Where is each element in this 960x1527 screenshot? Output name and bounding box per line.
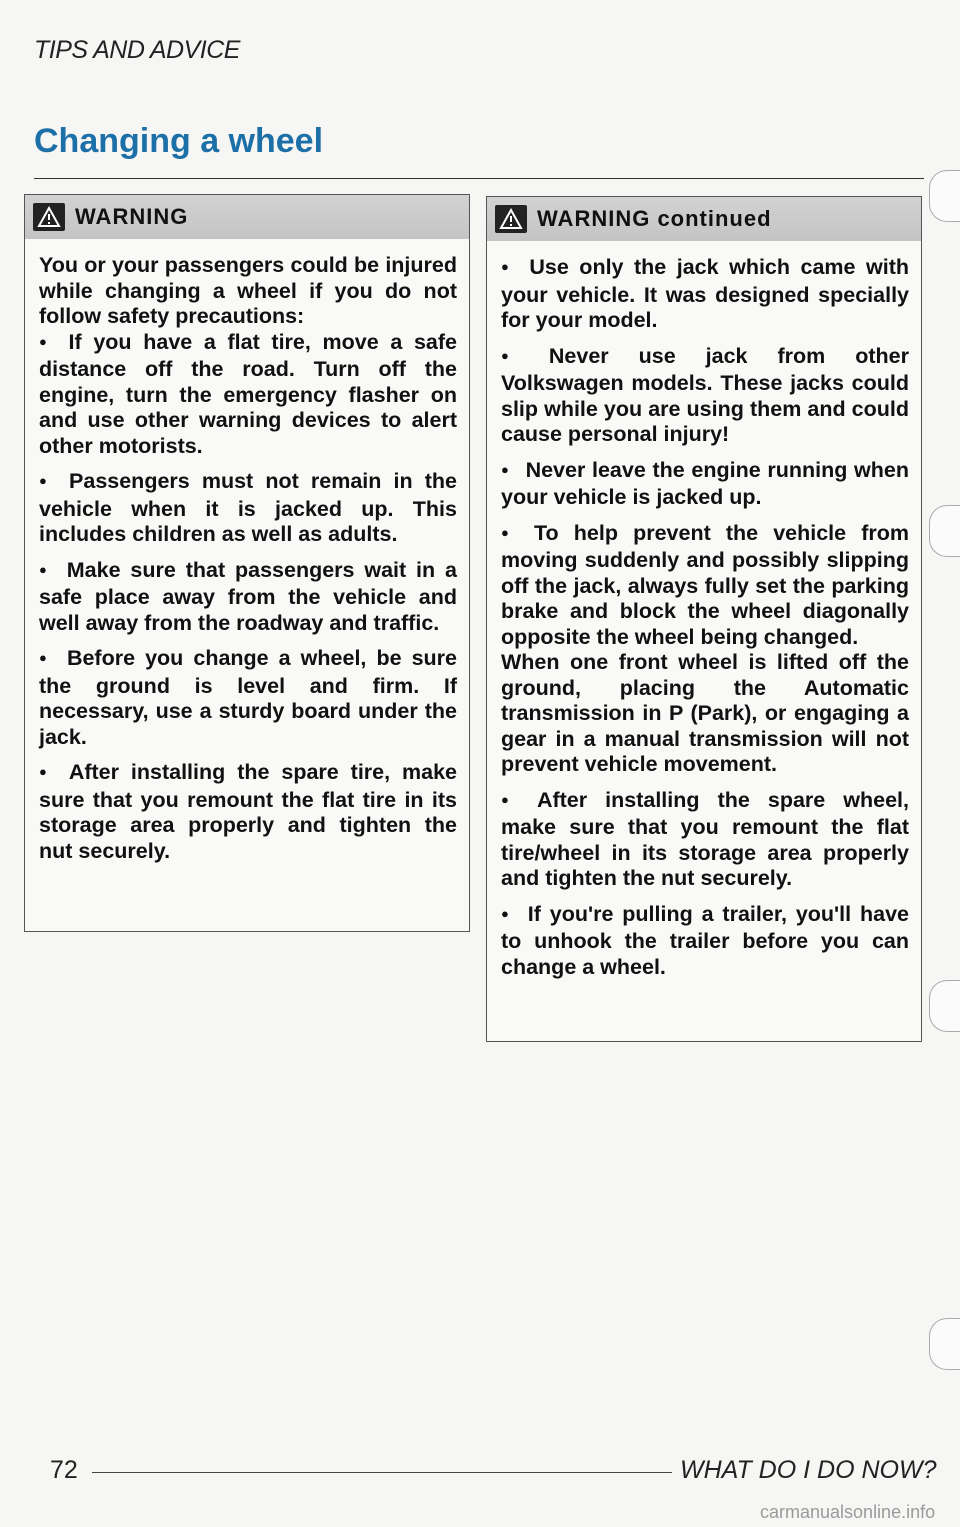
page-title: Changing a wheel <box>34 122 324 160</box>
page-edge-tab <box>929 1318 960 1370</box>
warning-intro: You or your passengers could be injured while changing a wheel if you do not follow safety precautions: <box>39 253 457 328</box>
page-edge-tab <box>929 980 960 1032</box>
warning-continued-heading: WARNING continued <box>537 206 772 231</box>
warning-continued-body <box>487 241 921 980</box>
warning-bullet: ● After installing the spare tire, make sure that you remount the flat tire in its storage area properly and tighten the nut securely. <box>39 760 457 864</box>
warning-bullet: ● Before you change a wheel, be sure the ground is level and firm. If necessary, use a sturdy board under the jack. <box>39 646 457 750</box>
warning-bullet: ● After installing the spare wheel, make sure that you remount the flat tire/wheel in its storage area properly and tighten the nut securely. <box>501 788 909 892</box>
footer-label: WHAT DO I DO NOW? <box>680 1456 937 1484</box>
footer-rule <box>92 1472 672 1473</box>
warning-triangle-icon <box>495 205 527 233</box>
watermark: carmanualsonline.info <box>760 1502 936 1522</box>
warning-continued-header <box>487 197 921 241</box>
warning-bullet: ● Never use jack from other Volkswagen models. These jacks could slip while you are using them and could cause personal injury! <box>501 344 909 448</box>
warning-bullet: ● Passengers must not remain in the vehicle when it is jacked up. This includes children as well as adults. <box>39 469 457 548</box>
page-edge-tab <box>929 170 960 222</box>
warning-bullet: ● Use only the jack which came with your vehicle. It was designed specially for your model. <box>501 255 909 334</box>
warning-heading: WARNING <box>75 204 189 229</box>
page-edge-tab <box>929 505 960 557</box>
warning-bullet: ● Never leave the engine running when your vehicle is jacked up. <box>501 458 909 511</box>
warning-box-header <box>25 195 469 239</box>
warning-continued-box <box>486 196 922 1042</box>
warning-box <box>24 194 470 932</box>
top-rule <box>34 178 924 179</box>
warning-bullet: ● If you have a flat tire, move a safe distance off the road. Turn off the engine, turn the emergency flasher on and use other warning devices to alert other motorists. <box>39 330 457 460</box>
warning-bullet: ● If you're pulling a trailer, you'll have to unhook the trailer before you can change a wheel. <box>501 902 909 981</box>
page-number: 72 <box>50 1456 78 1484</box>
warning-triangle-icon <box>33 203 65 231</box>
warning-bullet: ● To help prevent the vehicle from moving suddenly and possibly slipping off the jack, always fully set the parking brake and block the wheel diagonally opposite the wheel being changed. <box>501 521 909 651</box>
warning-body <box>25 239 469 864</box>
warning-continuation-text: When one front wheel is lifted off the ground, placing the Automatic transmission in P (Park), or engaging a gear in a manual transmission will not prevent vehicle movement. <box>501 650 909 776</box>
warning-bullet: ● Make sure that passengers wait in a safe place away from the vehicle and well away from the roadway and traffic. <box>39 558 457 637</box>
section-label: TIPS AND ADVICE <box>34 36 240 64</box>
